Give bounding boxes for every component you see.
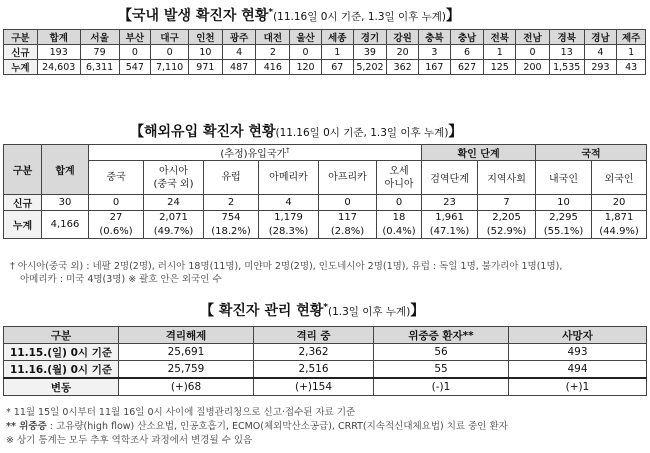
management-header-row bbox=[4, 327, 647, 344]
overseas-new-label: 신규 bbox=[4, 195, 42, 211]
overseas-cum-cell: 754 bbox=[204, 211, 259, 225]
overseas-title-text: 【해외유입 확진자 현황 bbox=[130, 124, 276, 140]
overseas-title bbox=[130, 121, 462, 141]
overseas-cum-cell: 1,961 bbox=[422, 211, 478, 225]
domestic-cell: 125 bbox=[484, 60, 516, 75]
domestic-cell: 1 bbox=[617, 45, 646, 60]
overseas-col-group: 구분 bbox=[4, 145, 42, 195]
management-table bbox=[3, 326, 647, 396]
domestic-cell: 6,311 bbox=[80, 60, 119, 75]
overseas-note-1: † 아시아(중국 외) : 네팔 2명(2명), 러시아 18명(11명), 미얀마 2명(2명), 인도네시아 2명(1명), 유럽 : 독일 1명, 불가리아 1명(1명), bbox=[10, 261, 563, 272]
domestic-cell: 39 bbox=[353, 45, 387, 60]
overseas-new-cell: 0 bbox=[377, 195, 422, 211]
overseas-group-origin-mark: † bbox=[286, 146, 290, 155]
overseas-pct-cell: (49.7%) bbox=[144, 225, 204, 239]
domestic-header-cell: 경남 bbox=[584, 30, 617, 45]
domestic-table bbox=[3, 29, 646, 75]
management-note-1: * 11월 15일 0시부터 11월 16일 0시 사이에 질병관리청으로 신고·접수된 자료 기준 bbox=[6, 407, 356, 418]
overseas-pct-cell: (18.2%) bbox=[204, 225, 259, 239]
domestic-cell: 200 bbox=[516, 60, 550, 75]
overseas-new-cell: 10 bbox=[536, 195, 592, 211]
overseas-origin-col: 중국 bbox=[89, 161, 144, 195]
domestic-cell: 971 bbox=[189, 60, 223, 75]
domestic-header-cell: 대전 bbox=[256, 30, 290, 45]
domestic-cell: 3 bbox=[419, 45, 451, 60]
domestic-cell: 43 bbox=[617, 60, 646, 75]
domestic-cell: 20 bbox=[387, 45, 419, 60]
overseas-pct-cell: (44.9%) bbox=[592, 225, 647, 239]
management-title-sub: (1.3일 이후 누계) bbox=[328, 306, 411, 318]
domestic-cell: 13 bbox=[549, 45, 584, 60]
overseas-new-cell: 2 bbox=[204, 195, 259, 211]
overseas-nat-col: 외국인 bbox=[592, 161, 647, 195]
overseas-group-origin bbox=[89, 145, 422, 161]
domestic-header-cell: 합계 bbox=[37, 30, 80, 45]
domestic-header-cell: 전남 bbox=[516, 30, 550, 45]
domestic-cell: 1 bbox=[321, 45, 353, 60]
overseas-new-cell: 30 bbox=[42, 195, 89, 211]
overseas-group-origin-text: (추정)유입국가 bbox=[220, 149, 287, 160]
management-cell: 56 bbox=[374, 344, 509, 361]
management-cell: 2,516 bbox=[254, 361, 374, 379]
overseas-pct-row bbox=[4, 225, 647, 239]
domestic-cell: 5,202 bbox=[353, 60, 387, 75]
overseas-cum-cell: 2,295 bbox=[536, 211, 592, 225]
overseas-cum-cell: 1,179 bbox=[259, 211, 319, 225]
overseas-title-end: 】 bbox=[448, 124, 463, 140]
management-row-label: 11.15.(일) 0시 기준 bbox=[4, 344, 119, 361]
domestic-header-cell: 인천 bbox=[189, 30, 223, 45]
management-header-cell: 사망자 bbox=[509, 327, 647, 344]
domestic-cell: 293 bbox=[584, 60, 617, 75]
overseas-new-cell: 7 bbox=[478, 195, 536, 211]
domestic-header-cell: 구분 bbox=[4, 30, 38, 45]
overseas-table bbox=[3, 144, 647, 239]
domestic-cell: 7,110 bbox=[151, 60, 189, 75]
overseas-pct-cell: (52.9%) bbox=[478, 225, 536, 239]
domestic-cell: 4 bbox=[222, 45, 256, 60]
overseas-pct-cell: (2.8%) bbox=[319, 225, 377, 239]
management-cell: 2,362 bbox=[254, 344, 374, 361]
management-row-label: 변동 bbox=[4, 378, 119, 396]
overseas-new-row bbox=[4, 195, 647, 211]
management-cell: 55 bbox=[374, 361, 509, 379]
domestic-header-cell: 강원 bbox=[387, 30, 419, 45]
domestic-cell: 79 bbox=[80, 45, 119, 60]
domestic-cell: 67 bbox=[321, 60, 353, 75]
overseas-cum-label: 누계 bbox=[4, 211, 42, 239]
overseas-origin-col: 오세 아니아 bbox=[377, 161, 422, 195]
domestic-cell: 1,535 bbox=[549, 60, 584, 75]
overseas-cum-total: 4,166 bbox=[42, 211, 89, 239]
overseas-stage-col: 검역단계 bbox=[422, 161, 478, 195]
overseas-cum-row bbox=[4, 211, 647, 225]
management-header-cell: 위중증 환자** bbox=[374, 327, 509, 344]
overseas-cum-cell: 1,871 bbox=[592, 211, 647, 225]
domestic-header-cell: 세종 bbox=[321, 30, 353, 45]
overseas-stage-col: 지역사회 bbox=[478, 161, 536, 195]
domestic-cell: 1 bbox=[484, 45, 516, 60]
overseas-title-sub: (11.16일 0시 기준, 1.3일 이후 누계) bbox=[275, 127, 449, 139]
domestic-cell: 24,603 bbox=[37, 60, 80, 75]
overseas-cum-cell: 18 bbox=[377, 211, 422, 225]
overseas-pct-cell: (0.6%) bbox=[89, 225, 144, 239]
overseas-subheader-row bbox=[4, 161, 647, 195]
domestic-header-cell: 경북 bbox=[549, 30, 584, 45]
management-note-2-text: : 고유량(high flow) 산소요법, 인공호흡기, ECMO(체외막산소공급), CRRT(지속적신대체요법) 치료 중인 환자 bbox=[46, 421, 508, 432]
domestic-cell: 10 bbox=[189, 45, 223, 60]
overseas-cum-cell: 117 bbox=[319, 211, 377, 225]
overseas-cum-cell: 27 bbox=[89, 211, 144, 225]
domestic-cell: 0 bbox=[516, 45, 550, 60]
domestic-header-cell: 충남 bbox=[450, 30, 484, 45]
management-header-cell: 구분 bbox=[4, 327, 119, 344]
management-cell: (+)68 bbox=[119, 378, 254, 396]
overseas-origin-col: 아메리카 bbox=[259, 161, 319, 195]
domestic-header-cell: 울산 bbox=[290, 30, 322, 45]
management-row-label: 11.16.(월) 0시 기준 bbox=[4, 361, 119, 379]
overseas-new-cell: 23 bbox=[422, 195, 478, 211]
domestic-header-cell: 부산 bbox=[119, 30, 151, 45]
overseas-new-cell: 0 bbox=[89, 195, 144, 211]
domestic-cell: 547 bbox=[119, 60, 151, 75]
domestic-cell: 0 bbox=[290, 45, 322, 60]
domestic-cell: 416 bbox=[256, 60, 290, 75]
domestic-cell: 0 bbox=[119, 45, 151, 60]
management-row-1116 bbox=[4, 361, 647, 379]
domestic-header-cell: 제주 bbox=[617, 30, 646, 45]
management-cell: 25,691 bbox=[119, 344, 254, 361]
overseas-nat-col: 내국인 bbox=[536, 161, 592, 195]
overseas-pct-cell: (0.4%) bbox=[377, 225, 422, 239]
management-cell: 25,759 bbox=[119, 361, 254, 379]
overseas-origin-col: 아시아 (중국 외) bbox=[144, 161, 204, 195]
overseas-new-cell: 24 bbox=[144, 195, 204, 211]
management-title bbox=[200, 300, 424, 320]
domestic-cell: 193 bbox=[37, 45, 80, 60]
management-cell: (-)1 bbox=[374, 378, 509, 396]
domestic-header-cell: 전북 bbox=[484, 30, 516, 45]
management-cell: (+)1 bbox=[509, 378, 647, 396]
overseas-new-cell: 4 bbox=[259, 195, 319, 211]
domestic-header-cell: 충북 bbox=[419, 30, 451, 45]
domestic-header-row bbox=[4, 30, 646, 45]
domestic-row-label: 신규 bbox=[4, 45, 38, 60]
domestic-row-label: 누계 bbox=[4, 60, 38, 75]
management-header-cell: 격리 중 bbox=[254, 327, 374, 344]
management-title-mark: * bbox=[323, 302, 329, 313]
overseas-pct-cell: (55.1%) bbox=[536, 225, 592, 239]
management-row-change bbox=[4, 378, 647, 396]
management-cell: 493 bbox=[509, 344, 647, 361]
management-title-text: 【 확진자 관리 현황 bbox=[200, 303, 324, 319]
overseas-group-nationality: 국적 bbox=[536, 145, 647, 161]
domestic-cell: 120 bbox=[290, 60, 322, 75]
domestic-cell: 6 bbox=[450, 45, 484, 60]
overseas-new-cell: 20 bbox=[592, 195, 647, 211]
domestic-cell: 2 bbox=[256, 45, 290, 60]
domestic-cell: 4 bbox=[584, 45, 617, 60]
domestic-new-row bbox=[4, 45, 646, 60]
overseas-col-total: 합계 bbox=[42, 145, 89, 195]
management-cell: (+)154 bbox=[254, 378, 374, 396]
domestic-title bbox=[118, 5, 460, 25]
domestic-title-sub: (11.16일 0시 기준, 1.3일 이후 누계) bbox=[273, 11, 447, 23]
domestic-header-cell: 대구 bbox=[151, 30, 189, 45]
management-row-1115 bbox=[4, 344, 647, 361]
overseas-pct-cell: (47.1%) bbox=[422, 225, 478, 239]
domestic-cell: 627 bbox=[450, 60, 484, 75]
management-cell: 494 bbox=[509, 361, 647, 379]
domestic-header-cell: 서울 bbox=[80, 30, 119, 45]
domestic-title-text: 【국내 발생 확진자 현황 bbox=[118, 8, 269, 24]
management-note-2 bbox=[6, 418, 508, 432]
management-header-cell: 격리해제 bbox=[119, 327, 254, 344]
domestic-cum-row bbox=[4, 60, 646, 75]
domestic-cell: 0 bbox=[151, 45, 189, 60]
domestic-title-end: 】 bbox=[446, 8, 461, 24]
domestic-header-cell: 광주 bbox=[222, 30, 256, 45]
domestic-cell: 362 bbox=[387, 60, 419, 75]
domestic-cell: 167 bbox=[419, 60, 451, 75]
overseas-pct-cell: (28.3%) bbox=[259, 225, 319, 239]
domestic-cell: 487 bbox=[222, 60, 256, 75]
management-note-3: ※ 상기 통계는 모두 추후 역학조사 과정에서 변경될 수 있음 bbox=[6, 435, 253, 446]
overseas-origin-col: 아프리카 bbox=[319, 161, 377, 195]
overseas-new-cell: 0 bbox=[319, 195, 377, 211]
overseas-group-stage: 확인 단계 bbox=[422, 145, 536, 161]
domestic-header-cell: 경기 bbox=[353, 30, 387, 45]
domestic-title-mark: * bbox=[268, 7, 274, 18]
overseas-note-2: 아메리카 : 미국 4명(3명) ※ 괄호 안은 외국인 수 bbox=[20, 274, 222, 285]
overseas-cum-cell: 2,205 bbox=[478, 211, 536, 225]
management-note-2-label: ** 위중증 bbox=[6, 421, 47, 432]
overseas-cum-cell: 2,071 bbox=[144, 211, 204, 225]
overseas-origin-col: 유럽 bbox=[204, 161, 259, 195]
management-title-end: 】 bbox=[410, 303, 425, 319]
